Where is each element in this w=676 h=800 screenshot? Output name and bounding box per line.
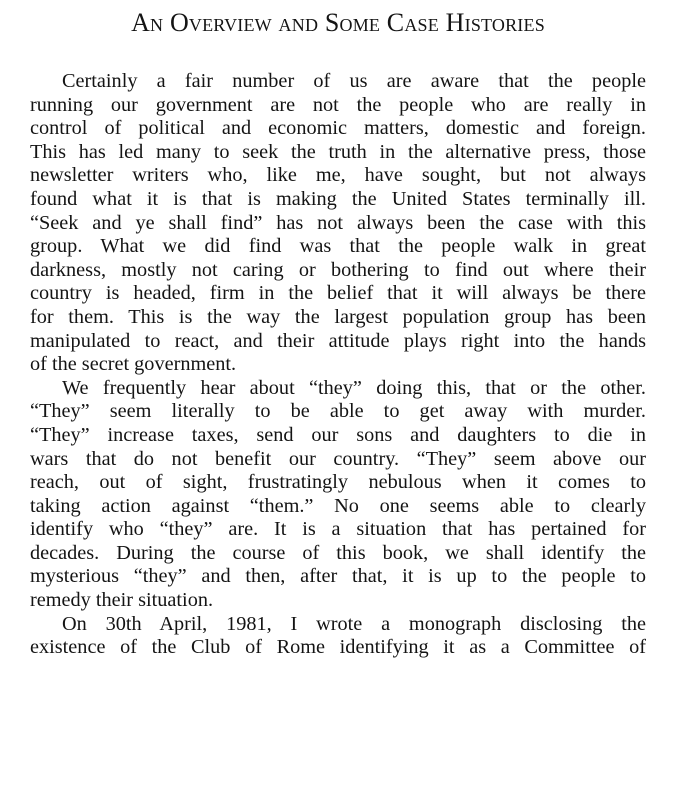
text-line: identify who “they” are. It is a situation that has pertained for [30, 518, 646, 541]
text-line: wars that do not benefit our country. “They” seem above our [30, 447, 646, 470]
text-line: darkness, mostly not caring or bothering to find out where their [30, 258, 646, 281]
text-line: mysterious “they” and then, after that, it is up to the people to [30, 565, 646, 588]
text-line: remedy their situation. [30, 589, 214, 612]
paragraph-2 [30, 377, 646, 613]
text-line: decades. During the course of this book, we shall identify the [30, 541, 646, 564]
text-line: country is headed, firm in the belief that it will always be there [30, 282, 646, 305]
text-line: existence of the Club of Rome identifying it as a Committee of [30, 636, 646, 659]
text-line: running our government are not the people who are really in [30, 93, 646, 116]
text-line: “They” seem literally to be able to get away with murder. [30, 400, 646, 423]
text-line: for them. This is the way the largest population group has been [30, 305, 646, 328]
text-line: newsletter writers who, like me, have sought, but not always [30, 164, 646, 187]
page-title: An Overview and Some Case Histories [131, 8, 545, 37]
text-line: On 30th April, 1981, I wrote a monograph disclosing the [62, 612, 646, 635]
text-line: This has led many to seek the truth in the alternative press, those [30, 140, 646, 163]
text-line: control of political and economic matters, domestic and foreign. [30, 117, 646, 140]
text-line: “Seek and ye shall find” has not always been the case with this [30, 211, 646, 234]
text-line: Certainly a fair number of us are aware that the people [62, 70, 646, 92]
text-line: manipulated to react, and their attitude plays right into the hands [30, 329, 646, 352]
text-line: found what it is that is making the United States terminally ill. [30, 187, 646, 210]
paragraph-3 [30, 613, 646, 660]
text-line: “They” increase taxes, send our sons and daughters to die in [30, 423, 646, 446]
text-line: group. What we did find was that the people walk in great [30, 235, 646, 258]
text-line: We frequently hear about “they” doing this, that or the other. [62, 376, 646, 399]
paragraph-1 [30, 70, 646, 377]
text-line: of the secret government. [30, 353, 237, 376]
text-line: reach, out of sight, frustratingly nebulous when it comes to [30, 471, 646, 494]
text-line: taking action against “them.” No one seems able to clearly [30, 494, 646, 517]
